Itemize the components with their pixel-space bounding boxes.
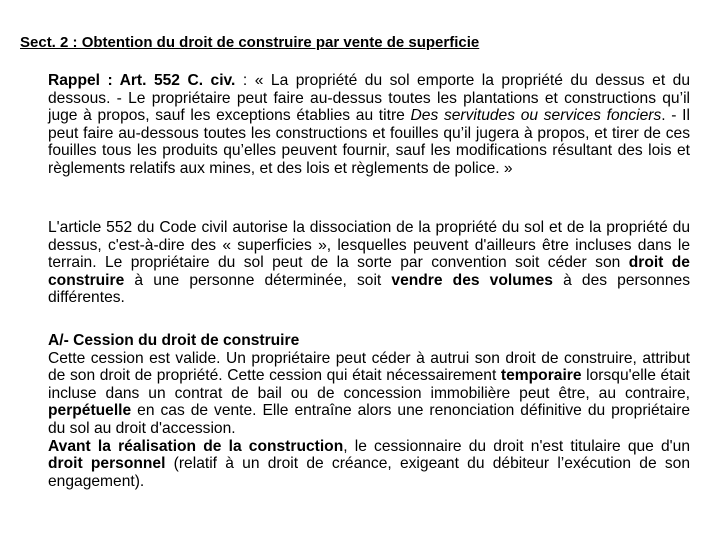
section-title: Sect. 2 : Obtention du droit de construire par vente de superficie	[20, 34, 480, 51]
article-text-2: à une personne déterminée, soit	[124, 271, 392, 289]
cession-text-3: en cas de vente. Elle entraîne alors une renonciation définitive du propriétaire du sol au droit d'accession.	[48, 402, 690, 437]
rappel-text-2: . - Il peut faire au-dessous toutes les constructions et fouilles qu’il jugera à propos, et tirer de ces fouilles tous les produits qu’elles peuvent fournir, sauf les modifications résultant des lois et règlements relatifs aux mines, et des lois et règlements de police. »	[48, 107, 690, 177]
cession-text-1: Cette cession est valide. Un propriétaire peut céder à autrui son droit de construire, attribut de son droit de propriété. Cette cession qui était nécessairement	[48, 349, 690, 385]
article-text-3: à des personnes différentes.	[48, 271, 690, 307]
cession-bold-avant-realisation: Avant la réalisation de la construction	[48, 437, 344, 455]
cession-text-5: (relatif à un droit de créance, exigeant du débiteur l’exécution de son engagement).	[48, 455, 690, 490]
article-bold-droit-de-construire: droit de construire	[48, 254, 690, 289]
cession-bold-droit-personnel: droit personnel	[48, 455, 166, 473]
cession-section	[48, 332, 690, 490]
rappel-text-1: : « La propriété du sol emporte la propriété du dessus et du dessous. - Le propriétaire peut faire au-dessus toutes les plantations et constructions qu’il juge à propos, sauf les exceptions établies au titre	[48, 72, 690, 125]
cession-text-2: lorsqu'elle était incluse dans un contrat de bail ou de concession immobilière peut être, au contraire,	[48, 367, 690, 402]
rappel-italic-title: Des servitudes ou services fonciers	[410, 107, 662, 125]
cession-text-4: , le cessionnaire du droit n'est titulaire que d'un	[343, 437, 691, 455]
cession-bold-perpetuelle: perpétuelle	[48, 402, 132, 420]
cession-paragraph	[48, 350, 690, 437]
rappel-label: Rappel : Art. 552 C. civ.	[48, 72, 236, 89]
cession-paragraph-2	[48, 438, 690, 491]
cession-bold-temporaire: temporaire	[500, 367, 582, 385]
article-paragraph	[48, 219, 690, 307]
article-text-1: L'article 552 du Code civil autorise la dissociation de la propriété du sol et de la propriété du dessus, c'est-à-dire des « superficies », lesquelles peuvent d'ailleurs être incluses dans le terrain. Le propriétaire du sol peut de la sorte par convention soit céder son	[48, 219, 690, 272]
rappel-paragraph	[48, 72, 690, 178]
article-bold-vendre-des-volumes: vendre des volumes	[391, 271, 553, 289]
cession-heading: A/- Cession du droit de construire	[48, 332, 300, 349]
